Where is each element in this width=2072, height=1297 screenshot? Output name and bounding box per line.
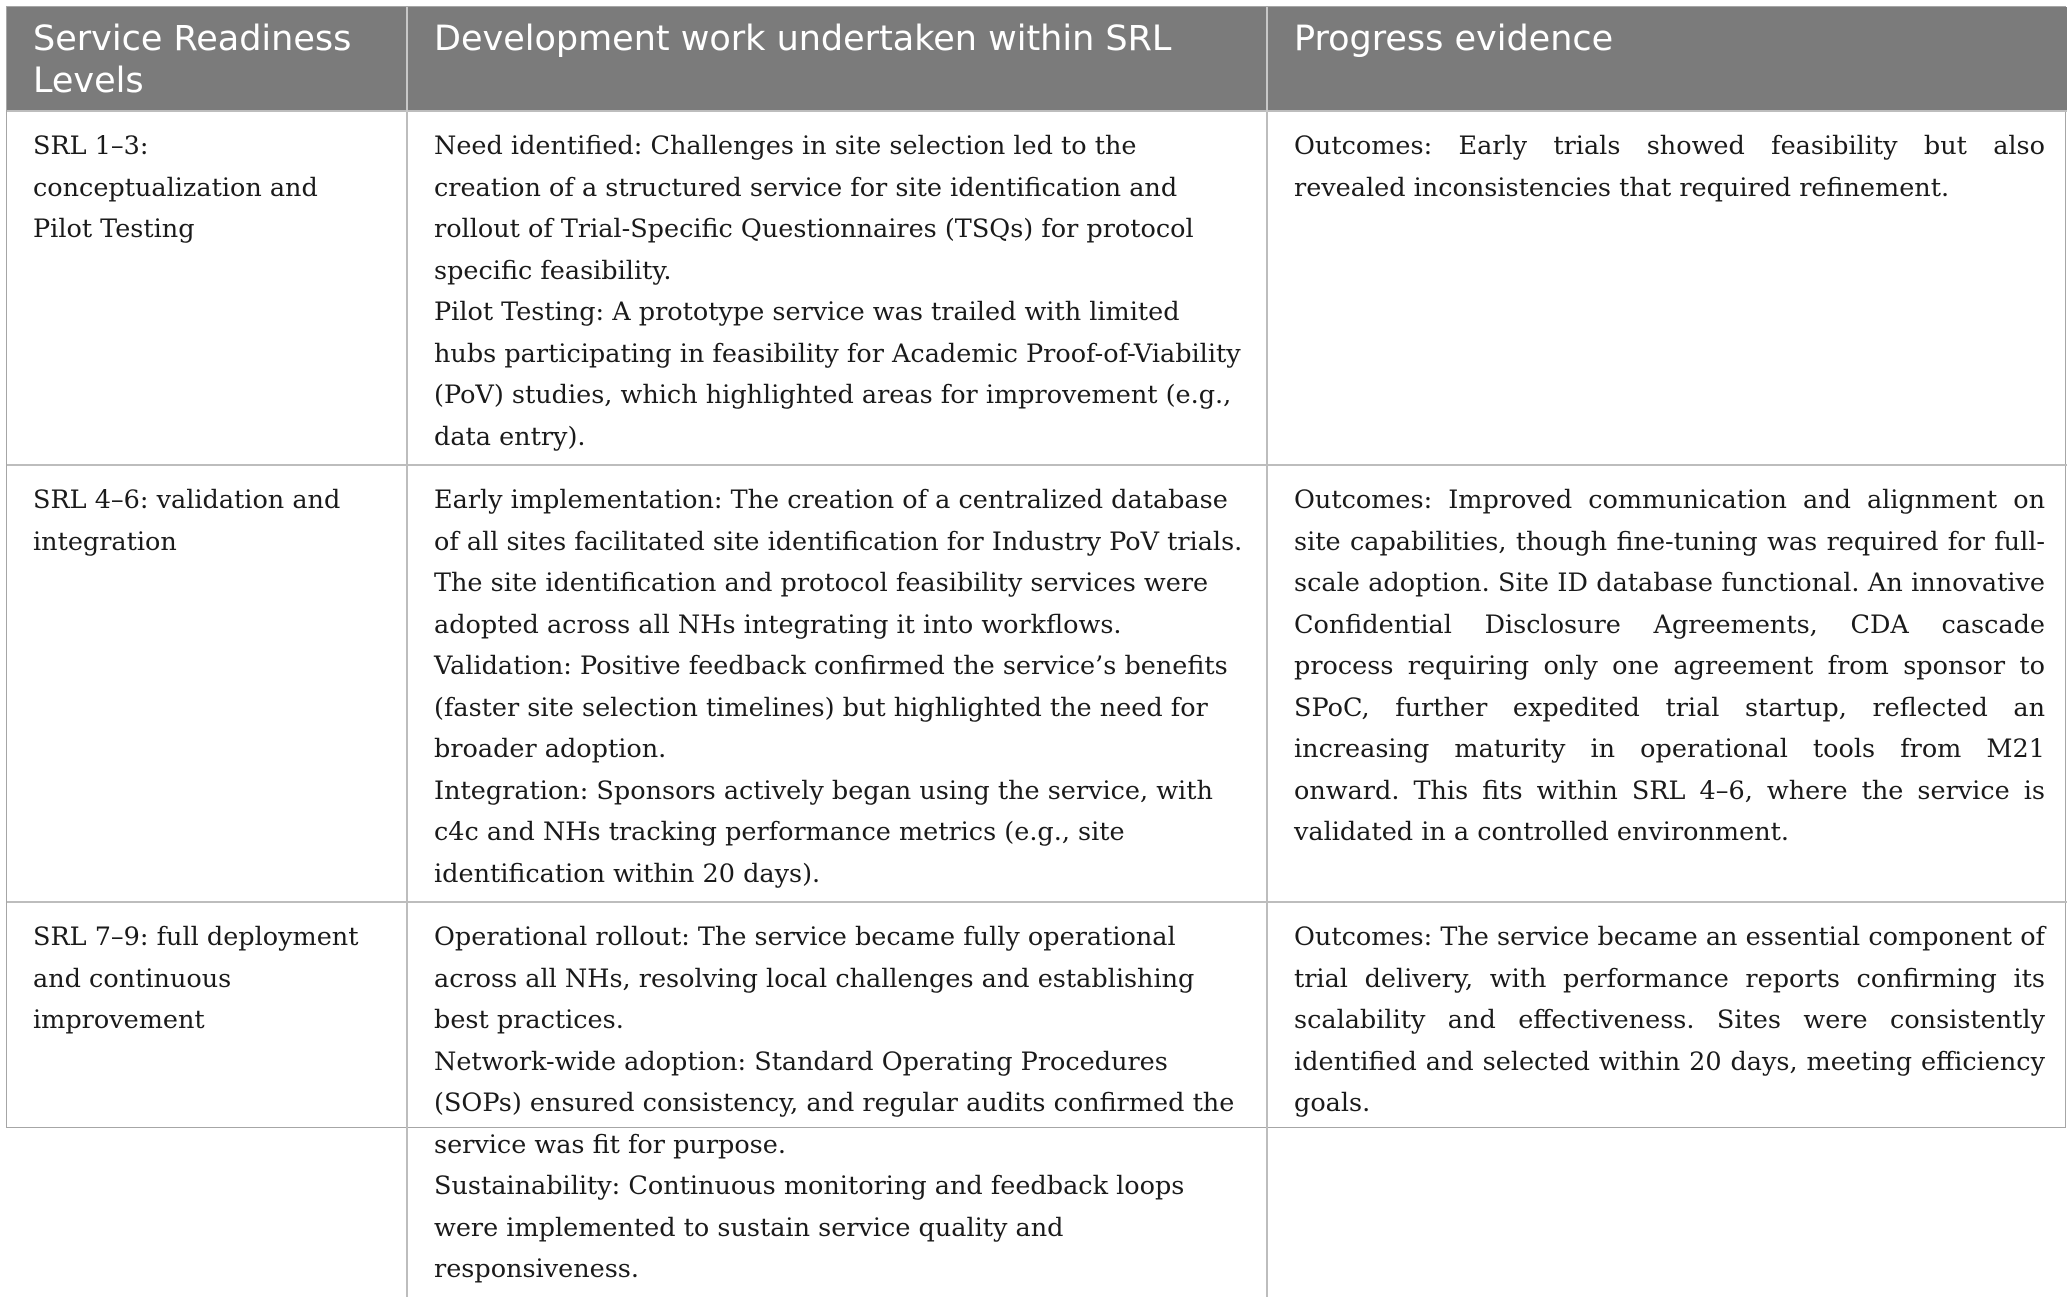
table-row: [7, 465, 2067, 902]
header-progress-evidence: Progress evidence: [1267, 7, 2067, 111]
development-cell: [407, 111, 1267, 465]
header-development-work: Development work undertaken within SRL: [407, 7, 1267, 111]
development-paragraph: Pilot Testing: A prototype service was trailed with limited hubs participating in feasibility for Academic Proof-of-Viability (PoV) studies, which highlighted areas for improvement (e.g., data entry).: [434, 297, 1241, 452]
development-paragraph: Operational rollout: The service became fully operational across all NHs, resolving local challenges and establishing best practices.: [434, 922, 1195, 1035]
evidence-cell: Outcomes: The service became an essential component of trial delivery, with performance reports confirming its scalability and effectiveness. Sites were consistently identified and selected within 20 days, meeting efficiency goals.: [1267, 902, 2067, 1297]
table-body: [7, 111, 2067, 1297]
srl-table-container: [6, 6, 2066, 1284]
level-cell: SRL 4–6: validation and integration: [7, 465, 407, 902]
srl-table: [7, 7, 2067, 1297]
level-cell: SRL 1–3: conceptualization and Pilot Testing: [7, 111, 407, 465]
development-cell: [407, 465, 1267, 902]
development-paragraph: Early implementation: The creation of a centralized database of all sites facilitated site identification for Industry PoV trials. The site identification and protocol feasibility services were adopted across all NHs integrating it into workflows.: [434, 485, 1243, 640]
table-header: [7, 7, 2067, 111]
development-paragraph: Integration: Sponsors actively began using the service, with c4c and NHs tracking performance metrics (e.g., site identification within 20 days).: [434, 775, 1213, 889]
development-paragraph: Validation: Positive feedback confirmed the service’s benefits (faster site selection timelines) but highlighted the need for broader adoption.: [434, 651, 1228, 764]
header-service-readiness-levels: Service Readiness Levels: [7, 7, 407, 111]
table-row: [7, 111, 2067, 465]
development-cell: [407, 902, 1267, 1297]
level-cell: SRL 7–9: full deployment and continuous improvement: [7, 902, 407, 1297]
evidence-cell: Outcomes: Improved communication and alignment on site capabilities, though fine-tuning was required for full-scale adoption. Site ID database functional. An innovative Confidential Disclosure Agreements, CDA cascade process requiring only one agreement from sponsor to SPoC, further expedited trial startup, reflected an increasing maturity in operational tools from M21 onward. This fits within SRL 4–6, where the service is validated in a controlled environment.: [1267, 465, 2067, 902]
table-row: [7, 902, 2067, 1297]
header-row: [7, 7, 2067, 111]
development-paragraph: Need identified: Challenges in site selection led to the creation of a structured service for site identification and rollout of Trial-Specific Questionnaires (TSQs) for protocol specific feasibility.: [434, 131, 1194, 286]
development-paragraph: Sustainability: Continuous monitoring and feedback loops were implemented to sustain service quality and responsiveness.: [434, 1171, 1185, 1284]
evidence-cell: Outcomes: Early trials showed feasibility but also revealed inconsistencies that required refinement.: [1267, 111, 2067, 465]
development-paragraph: Network-wide adoption: Standard Operating Procedures (SOPs) ensured consistency, and regular audits confirmed the service was fit for purpose.: [434, 1046, 1235, 1160]
